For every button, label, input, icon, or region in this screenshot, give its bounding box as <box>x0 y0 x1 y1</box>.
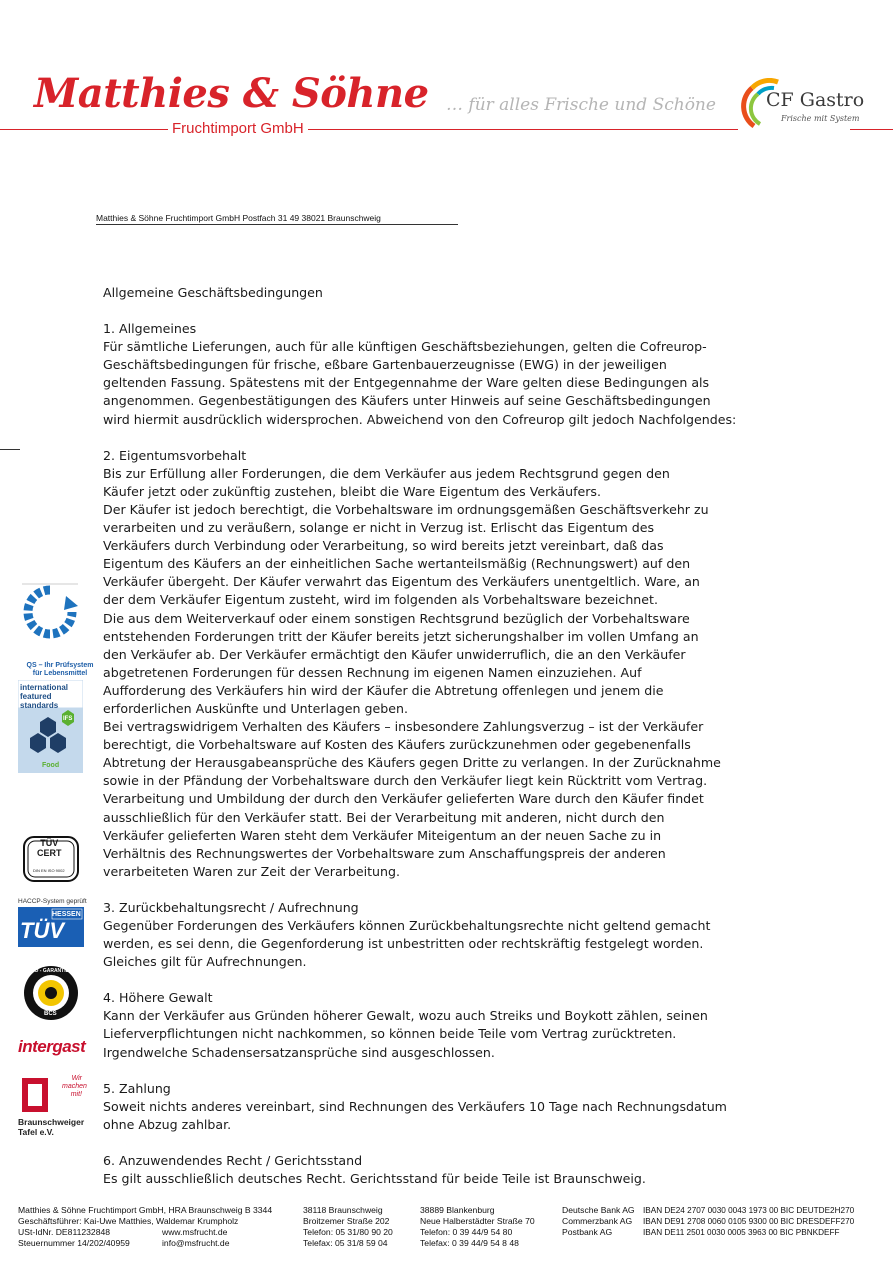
text-line: Geschäftsbedingungen für frische, eßbare Gartenbauerzeugnisse (EWG) in der jeweiligen <box>103 357 667 373</box>
text-line: Käufer jetzt oder zukünftig zustehen, bleibt die Ware Eigentum des Verkäufers. <box>103 483 601 499</box>
footer-iban <box>643 1205 854 1238</box>
qs-caption: QS – Ihr Prüfsystem für Lebensmittel <box>26 662 94 677</box>
section-1-text <box>103 338 763 428</box>
section-5-text <box>103 1098 763 1134</box>
text-line: Verkäufer übergeht. Der Käufer verwahrt das Eigentum des Verkäufers unentgeltlich. Ware, an <box>103 574 700 590</box>
section-4-text <box>103 1007 763 1061</box>
ifs-caption: international featured standards <box>20 683 69 710</box>
haccp-caption: HACCP-System geprüft <box>18 898 87 905</box>
text-line: sowie in der Pfändung der Vorbehaltsware durch den Verkäufer liegt kein Rücktritt vom Vertrag. <box>103 773 708 789</box>
text-line: Soweit nichts anderes vereinbart, sind Rechnungen des Verkäufers 10 Tage nach Rechnungsdatum <box>103 1098 727 1114</box>
text-line: Irgendwelche Schadensersatzansprüche sind ausgeschlossen. <box>103 1044 495 1060</box>
text-line: verarbeiteten Waren zur Zeit der Verarbeitung. <box>103 863 400 879</box>
text-line: den Verkäufer ab. Der Verkäufer ermächtigt den Käufer unwiderruflich, die an den Verkäufer <box>103 646 686 662</box>
brand-logo: Matthies & Söhne <box>34 70 429 117</box>
footer-line: IBAN DE91 2708 0060 0105 9300 00 BIC DRESDEFF270 <box>643 1217 855 1226</box>
tuv-hessen-title: TÜV <box>20 918 64 943</box>
ifs-badge: IFS <box>63 716 73 722</box>
text-line: Verhältnis des Rechnungswertes der Vorbehaltsware zum Anschaffungspreis der anderen <box>103 845 666 861</box>
text-line: Bei vertragswidrigem Verhalten des Käufers – insbesondere Zahlungsverzug – ist der Verkäufer <box>103 719 704 735</box>
footer-line: Geschäftsführer: Kai-Uwe Matthies, Waldemar Krumpholz <box>18 1216 239 1226</box>
terms-body <box>103 284 763 1188</box>
header-rule-right <box>850 129 893 130</box>
text-line: Der Käufer ist jedoch berechtigt, die Vorbehaltsware im ordnungsgemäßen Geschäftsverkehr zu <box>103 501 709 517</box>
text-line: Verkäufers durch Verbindung oder Verarbeitung, so wird bereits jetzt vereinbart, daß das <box>103 538 664 554</box>
text-line: Eigentum des Käufers an der einheitlichen Sache wertanteilsmäßig (Rechnungswert) auf den <box>103 556 691 572</box>
footer-website-link[interactable]: www.msfrucht.de <box>162 1227 228 1237</box>
text-line: Verarbeitung und Umbildung der durch den Verkäufer gelieferten Ware durch den Käufer findet <box>103 791 704 807</box>
footer-line: Postbank AG <box>562 1227 613 1237</box>
text-line: Lieferverpflichtungen nicht nachkommen, so können beide Teile vom Vertrag zurücktreten. <box>103 1026 677 1042</box>
section-heading: 3. Zurückbehaltungsrecht / Aufrechnung <box>103 899 359 915</box>
footer-line: Broitzemer Straße 202 <box>303 1216 390 1226</box>
footer-web <box>162 1227 229 1249</box>
brand-subtitle: Fruchtimport GmbH <box>168 120 308 137</box>
footer-banks <box>562 1205 635 1238</box>
fold-mark <box>0 449 20 450</box>
section-heading: 1. Allgemeines <box>103 321 197 337</box>
footer-line: Telefax: 0 39 44/9 54 8 48 <box>420 1238 519 1248</box>
text-line: Gleiches gilt für Aufrechnungen. <box>103 954 307 970</box>
oeko-bcs-text: BCS <box>44 1011 57 1017</box>
text-line: Gegenüber Forderungen des Verkäufers können Zurückbehaltungsrechte nicht geltend gemacht <box>103 918 711 933</box>
tuv-cert-norm: DIN EN ISO 9002 <box>33 868 65 873</box>
section-2-text <box>103 465 763 881</box>
tafel-logo <box>18 1074 52 1121</box>
footer-line: Deutsche Bank AG <box>562 1205 635 1215</box>
footer-line: USt-IdNr. DE811232848 <box>18 1227 111 1237</box>
text-line: Aufforderung des Verkäufers hin wird der Käufer die Abtretung offenlegen und jenem die <box>103 682 664 698</box>
footer-line: 38118 Braunschweig <box>303 1205 383 1215</box>
cf-gastro-title: CF Gastro <box>766 89 865 111</box>
document-title: Allgemeine Geschäftsbedingungen <box>103 285 323 300</box>
qs-logo <box>22 582 78 663</box>
section-heading: 4. Höhere Gewalt <box>103 990 213 1006</box>
text-line: Für sämtliche Lieferungen, auch für alle künftigen Geschäftsbeziehungen, gelten die Cofreurop- <box>103 339 707 355</box>
footer-line: Steuernummer 14/202/40959 <box>18 1238 130 1248</box>
text-line: Kann der Verkäufer aus Gründen höherer Gewalt, wozu auch Streiks und Boykott zählen, seinen <box>103 1008 708 1024</box>
text-line: Abtretung der Herausgabeansprüche des Käufers gegen Dritte zu verlangen. In der Zurücknahme <box>103 755 721 771</box>
text-line: entstehenden Forderungen tritt der Käufer bereits jetzt sicherungshalber im vollen Umfang an <box>103 628 699 644</box>
text-line: angenommen. Gegenbestätigungen des Käufers unter Hinweis auf seine Geschäftsbedingungen <box>103 393 711 409</box>
footer-blankenburg <box>420 1205 535 1249</box>
footer-line: IBAN DE11 2501 0030 0005 3963 00 BIC PBNKDEFF <box>643 1228 840 1237</box>
footer-line: 38889 Blankenburg <box>420 1205 495 1215</box>
text-line: Bis zur Erfüllung aller Forderungen, die dem Verkäufer aus jedem Rechtsgrund gegen den <box>103 465 670 481</box>
text-line: geltenden Fassung. Spätestens mit der Entgegennahme der Ware gelten diese Bedingungen als <box>103 375 710 391</box>
cf-gastro-subtitle: Frische mit System <box>781 114 860 123</box>
footer-email-link[interactable]: info@msfrucht.de <box>162 1238 230 1248</box>
footer-line: Matthies & Söhne Fruchtimport GmbH, HRA Braunschweig B 3344 <box>18 1205 273 1215</box>
text-line: der dem Verkäufer Eigentum zusteht, wird im folgenden als Vorbehaltsware bezeichnet. <box>103 592 658 608</box>
text-line: Verkäufer gelieferten Waren steht dem Verkäufer Miteigentum an der neuen Sache zu in <box>103 827 662 843</box>
section-heading: 5. Zahlung <box>103 1080 171 1096</box>
text-line: ohne Abzug zahlbar. <box>103 1116 232 1132</box>
section-6-text <box>103 1170 763 1188</box>
text-line: Es gilt ausschließlich deutsches Recht. Gerichtsstand für beide Teile ist Braunschweig. <box>103 1171 646 1187</box>
tuv-hessen-label: HESSEN <box>52 911 81 918</box>
sender-line: Matthies & Söhne Fruchtimport GmbH Postfach 31 49 38021 Braunschweig <box>96 213 381 223</box>
text-line: berechtigt, die Vorbehaltsware auf Kosten des Käufers zurückzunehmen oder gegebenenfalls <box>103 737 691 753</box>
section-heading: 2. Eigentumsvorbehalt <box>103 447 247 463</box>
sender-underline <box>96 224 458 225</box>
text-line: erforderlichen Auskünfte und Unterlagen geben. <box>103 700 408 716</box>
tuv-cert-text: TÜV CERT <box>37 838 62 858</box>
text-line: Die aus dem Weiterverkauf oder einem sonstigen Rechtsgrund bezüglich der Vorbehaltsware <box>103 610 690 626</box>
header-rule-left <box>0 129 738 130</box>
oeko-garantie-text: ÖKO - GARANTIE <box>27 968 69 974</box>
footer-line: Commerzbank AG <box>562 1216 633 1226</box>
footer-line: Telefon: 05 31/80 90 20 <box>303 1227 393 1237</box>
section-heading: 6. Anzuwendendes Recht / Gerichtsstand <box>103 1152 363 1168</box>
ifs-food-label: Food <box>42 762 60 769</box>
text-line: abgetretenen Forderungen für dessen Rechnung im eigenen Namen einzuziehen. Auf <box>103 664 642 680</box>
tafel-slogan: Wir machen mit! <box>62 1075 87 1098</box>
intergast-logo: intergast <box>18 1037 86 1056</box>
section-3-text <box>103 917 763 971</box>
footer-line: IBAN DE24 2707 0030 0043 1973 00 BIC DEUTDE2H270 <box>643 1206 855 1215</box>
footer-braunschweig <box>303 1205 393 1249</box>
text-line: ausschließlich für den Verkäufer statt. Bei der Verarbeitung mit anderen, nicht durch den <box>103 809 665 825</box>
footer-line: Telefon: 0 39 44/9 54 80 <box>420 1227 513 1237</box>
brand-slogan: … für alles Frische und Schöne <box>446 95 716 115</box>
footer-company <box>18 1205 272 1249</box>
text-line: werden, es sei denn, die Gegenforderung ist unbestritten oder rechtskräftig festgelegt worden. <box>103 936 704 952</box>
tafel-caption: Braunschweiger Tafel e.V. <box>18 1117 85 1137</box>
footer-line: Neue Halberstädter Straße 70 <box>420 1216 535 1226</box>
text-line: wird hiermit ausdrücklich widersprochen. Abweichend von den Cofreurop gilt jedoch Nachfolgendes: <box>103 411 737 427</box>
text-line: verarbeiten und zu veräußern, solange er nicht in Verzug ist. Erlischt das Eigentum des <box>103 520 655 536</box>
footer-line: Telefax: 05 31/8 59 04 <box>303 1238 388 1248</box>
